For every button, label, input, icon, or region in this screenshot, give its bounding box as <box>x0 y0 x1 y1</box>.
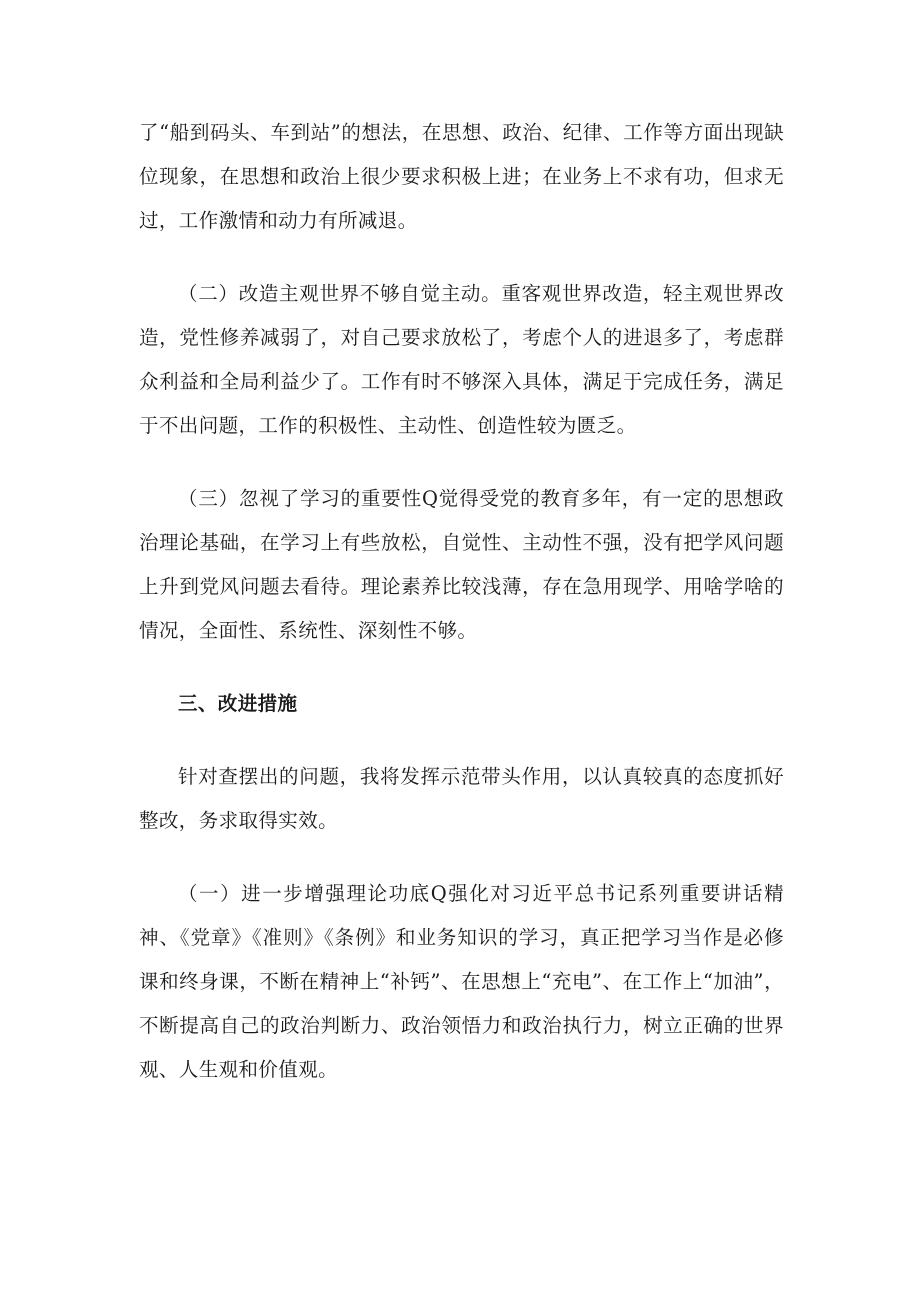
section-heading: 三、改进措施 <box>178 692 298 715</box>
paragraph-item-3: （三）忽视了学习的重要性Q觉得受党的教育多年，有一定的思想政治理论基础，在学习上有些放松，自觉性、主动性不强，没有把学风问题上升到党风问题去看待。理论素养比较浅薄，存在急用现学、用啥学啥的情况，全面性、系统性、深刻性不够。 <box>139 487 784 642</box>
paragraph-measure-1: （一）进一步增强理论功底Q强化对习近平总书记系列重要讲话精神、《党章》《准则》《条例》和业务知识的学习，真正把学习当作是必修课和终身课，不断在精神上“补钙”、在思想上“充电”、在工作上“加油”，不断提高自己的政治判断力、政治领悟力和政治执行力，树立正确的世界观、人生观和价值观。 <box>139 882 784 1081</box>
paragraph-intro: 针对查摆出的问题，我将发挥示范带头作用，以认真较真的态度抓好整改，务求取得实效。 <box>139 765 784 832</box>
paragraph-item-2: （二）改造主观世界不够自觉主动。重客观世界改造，轻主观世界改造，党性修养减弱了，对自己要求放松了，考虑个人的进退多了，考虑群众利益和全局利益少了。工作有时不够深入具体，满足于完成任务，满足于不出问题，工作的积极性、主动性、创造性较为匮乏。 <box>139 282 784 437</box>
paragraph-continuation: 了“船到码头、车到站”的想法，在思想、政治、纪律、工作等方面出现缺位现象，在思想和政治上很少要求积极上进；在业务上不求有功，但求无过，工作激情和动力有所减退。 <box>139 121 784 232</box>
document-body <box>139 111 784 1092</box>
